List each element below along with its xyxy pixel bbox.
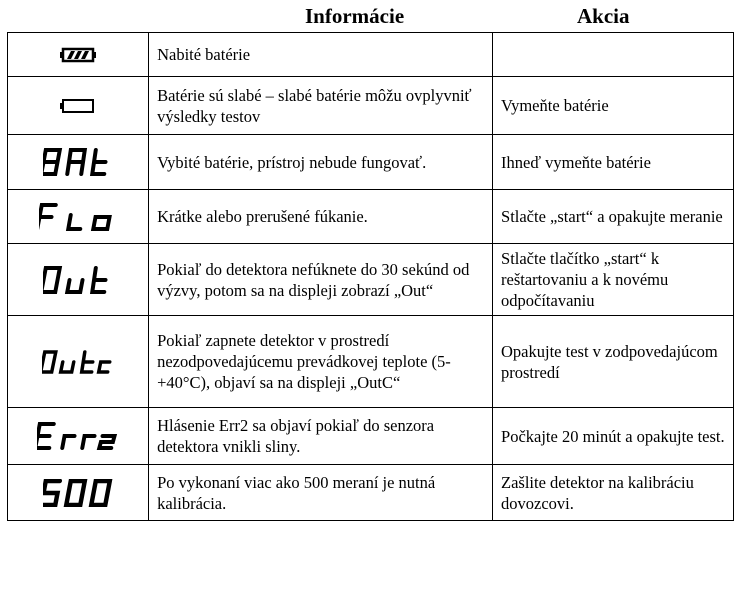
- column-header-info: Informácie: [305, 4, 405, 28]
- action-cell: Stlačte tlačítko „start“ k reštartovaniu a k novému odpočítavaniu: [493, 244, 734, 316]
- action-cell: Zašlite detektor na kalibráciu dovozcovi.: [493, 465, 734, 521]
- message-table: [7, 32, 734, 521]
- table-row: [8, 77, 734, 135]
- lcd-err2-icon: [37, 422, 119, 450]
- lcd-flo-icon: [39, 203, 117, 231]
- info-cell: Vybité batérie, prístroj nebude fungovať.: [149, 135, 493, 190]
- icon-cell: [8, 33, 149, 77]
- action-cell: [493, 33, 734, 77]
- icon-cell: [8, 135, 149, 190]
- column-header-action: Akcia: [577, 4, 630, 28]
- icon-cell: [8, 244, 149, 316]
- icon-cell: [8, 316, 149, 408]
- lcd-out-icon: [43, 266, 113, 294]
- action-cell: Počkajte 20 minút a opakujte test.: [493, 408, 734, 465]
- table-header: [0, 0, 737, 33]
- table-row: [8, 408, 734, 465]
- icon-cell: [8, 465, 149, 521]
- info-cell: Nabité batérie: [149, 33, 493, 77]
- icon-cell: [8, 408, 149, 465]
- info-cell: Pokiaľ zapnete detektor v prostredí nezodpovedajúcemu prevádkovej teplote (5-+40°C), objaví sa na displeji „OutC“: [149, 316, 493, 408]
- battery-empty-icon: [60, 98, 96, 114]
- info-cell: Hlásenie Err2 sa objaví pokiaľ do senzora detektora vnikli sliny.: [149, 408, 493, 465]
- info-cell: Po vykonaní viac ako 500 meraní je nutná kalibrácia.: [149, 465, 493, 521]
- lcd-500-icon: [43, 479, 113, 507]
- lcd-outc-icon: [42, 350, 114, 374]
- action-cell: Vymeňte batérie: [493, 77, 734, 135]
- action-cell: Opakujte test v zodpovedajúcom prostredí: [493, 316, 734, 408]
- info-cell: Krátke alebo prerušené fúkanie.: [149, 190, 493, 244]
- action-cell: Ihneď vymeňte batérie: [493, 135, 734, 190]
- table-row: [8, 465, 734, 521]
- lcd-bat-icon: [43, 148, 113, 176]
- icon-cell: [8, 77, 149, 135]
- table-row: [8, 33, 734, 77]
- info-cell: Pokiaľ do detektora nefúknete do 30 sekúnd od výzvy, potom sa na displeji zobrazí „Out“: [149, 244, 493, 316]
- table-row: [8, 190, 734, 244]
- battery-full-icon: [60, 47, 96, 63]
- action-cell: Stlačte „start“ a opakujte meranie: [493, 190, 734, 244]
- table-row: [8, 244, 734, 316]
- table-row: [8, 316, 734, 408]
- icon-cell: [8, 190, 149, 244]
- info-cell: Batérie sú slabé – slabé batérie môžu ovplyvniť výsledky testov: [149, 77, 493, 135]
- table-row: [8, 135, 734, 190]
